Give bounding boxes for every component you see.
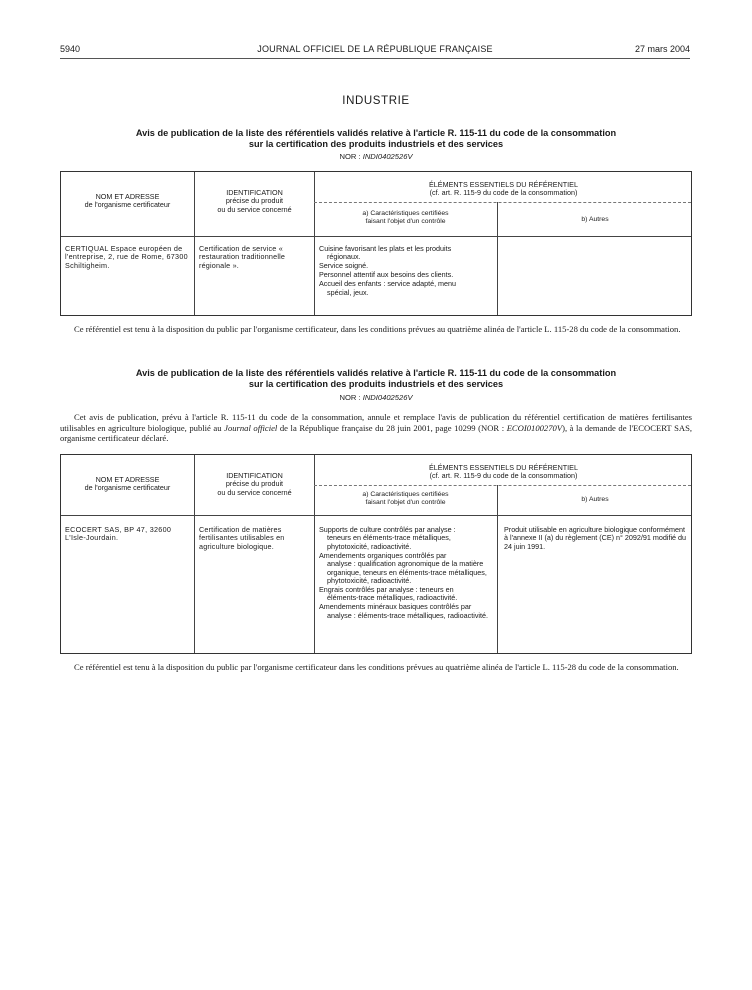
header-text: ÉLÉMENTS ESSENTIELS DU RÉFÉRENTIEL (429, 180, 578, 189)
avis-1-table (60, 171, 692, 316)
header-text: IDENTIFICATION (226, 188, 283, 197)
table-rule (194, 455, 195, 653)
avis-2-table (60, 454, 692, 654)
list-item (319, 552, 494, 586)
avis-2-nor (0, 393, 752, 402)
item-text: analyse : éléments-trace métalliques, radioactivité. (327, 610, 488, 620)
header-text: IDENTIFICATION (226, 471, 283, 480)
list-item (319, 603, 494, 620)
header-text: ÉLÉMENTS ESSENTIELS DU RÉFÉRENTIEL (429, 463, 578, 472)
header-text: de l'organisme certificateur (84, 200, 171, 210)
publication-date: 27 mars 2004 (634, 44, 690, 54)
intro-nor: ECOI0100270V (506, 422, 563, 433)
item-text: teneurs en éléments-trace métalliques, phytotoxicité, radioactivité. (327, 533, 451, 551)
page-number: 5940 (60, 44, 81, 54)
caracteristiques-cell (319, 526, 494, 620)
footnote-text: Ce référentiel est tenu à la disposition du public par l'organisme certificateur dans les conditions prévues au quatrième alinéa de l'article L. 115-28 du code de la consommation. (74, 662, 679, 672)
avis-1-nor-label: NOR : (339, 152, 361, 161)
avis-2-title (60, 368, 692, 389)
header-text: a) Caractéristiques certifiées (362, 210, 449, 217)
item-text: Cuisine favorisant les plats et les produits (319, 244, 452, 253)
table-rule (497, 485, 498, 653)
header-text: (cf. art. R. 115-9 du code de la consommation) (429, 471, 578, 481)
table-rule (497, 202, 498, 315)
table-rule (194, 172, 195, 315)
table-rule (314, 172, 315, 315)
table-rule (61, 515, 691, 516)
header-text: a) Caractéristiques certifiées (362, 491, 449, 498)
avis-2-nor-label: NOR : (339, 393, 361, 402)
header-text: (cf. art. R. 115-9 du code de la consommation) (429, 188, 578, 198)
caracteristiques-cell (319, 245, 494, 297)
header-text: NOM ET ADRESSE (95, 192, 160, 201)
autres-cell: Produit utilisable en agriculture biologique conformément à l'annexe II (a) du règlement (CE) n° 2092/91 modifié du 24 juin 1991. (504, 525, 687, 551)
header-cell-nom (65, 193, 190, 210)
table-rule (314, 202, 691, 203)
produit-cell: Certification de matières fertilisantes utilisables en agriculture biologique. (199, 525, 285, 551)
header-cell-elements (316, 181, 691, 198)
header-cell-nom (65, 476, 190, 493)
avis-1-nor (0, 152, 752, 161)
item-text: Personnel attentif aux besoins des clients. (319, 270, 454, 280)
item-text: éléments-trace métalliques, radioactivité. (327, 593, 458, 603)
footnote-text: Ce référentiel est tenu à la disposition du public par l'organisme certificateur, dans les conditions prévues au quatrième alinéa de l'article L. 115-28 du code de la consommation. (74, 324, 681, 334)
item-text: analyse : qualification agronomique de la matière organique, teneurs en éléments-trace métalliques, phytotoxicité, radioactivité. (327, 559, 487, 585)
item-text: Accueil des enfants : service adapté, menu (319, 279, 457, 289)
header-text: précise du produit (225, 479, 284, 489)
header-cell-caracteristiques (316, 210, 495, 227)
avis-1-title-line-1: Avis de publication de la liste des référentiels validés relative à l'article R. 115-11 du code de la consommation (135, 128, 617, 138)
header-cell-elements (316, 464, 691, 481)
item-text: spécial, jeux. (327, 287, 369, 297)
header-cell-caracteristiques (316, 491, 495, 508)
header-text: précise du produit (225, 196, 284, 206)
produit-cell: Certification de service « restauration traditionnelle régionale ». (199, 244, 286, 270)
intro-journal: Journal officiel (224, 422, 278, 433)
header-text: NOM ET ADRESSE (95, 475, 160, 484)
header-cell-autres (499, 496, 691, 504)
header-text: b) Autres (581, 216, 609, 223)
avis-1-title-line-2: sur la certification des produits industriels et des services (248, 138, 504, 149)
page-header (60, 44, 690, 58)
organisme-cell: ECOCERT SAS, BP 47, 32600 L'Isle-Jourdain. (65, 525, 172, 543)
header-text: faisant l'objet d'un contrôle (365, 218, 446, 226)
table-rule (61, 236, 691, 237)
header-text: b) Autres (581, 496, 609, 503)
item-text: Engrais contrôlés par analyse : teneurs en (319, 584, 454, 594)
header-cell-identification (197, 189, 312, 214)
item-text: régionaux. (327, 252, 361, 262)
header-rule (60, 58, 690, 59)
header-cell-autres (499, 216, 691, 224)
avis-2-nor-code: INDI0402526V (362, 393, 413, 402)
organisme-cell: CERTIQUAL Espace européen de l'entreprise, 2, rue de Rome, 67300 Schiltigheim. (65, 244, 188, 270)
item-text: Amendements minéraux basiques contrôlés par (319, 602, 472, 612)
intro-text: ), à la demande de l'ECOCERT SAS, organisme certificateur déclaré. (60, 422, 692, 443)
avis-2-title-line-2: sur la certification des produits industriels et des services (248, 378, 504, 389)
section-title: INDUSTRIE (342, 95, 410, 107)
item-text: Service soigné. (319, 261, 369, 271)
item-text: Amendements organiques contrôlés par (319, 550, 447, 560)
header-cell-identification (197, 472, 312, 497)
avis-2-title-line-1: Avis de publication de la liste des référentiels validés relative à l'article R. 115-11 du code de la consommation (135, 368, 617, 378)
table-rule (314, 485, 691, 486)
header-text: de l'organisme certificateur (84, 483, 171, 493)
intro-text: Cet avis de publication, prévu à l'article R. 115-11 du code de la consommation, annule et remplace l'avis de publication du référentiel certification de matières fertilisantes utilisables en agriculture biologique, publié au (60, 412, 692, 433)
avis-1-footnote (60, 324, 692, 335)
header-text: faisant l'objet d'un contrôle (365, 499, 446, 507)
avis-2-intro (60, 412, 692, 444)
journal-title: JOURNAL OFFICIEL DE LA RÉPUBLIQUE FRANÇAISE (257, 44, 493, 54)
header-text: ou du service concerné (217, 487, 292, 497)
list-item (319, 280, 494, 297)
item-text: Supports de culture contrôlés par analyse : (319, 525, 456, 534)
header-text: ou du service concerné (217, 204, 292, 214)
avis-1-title (60, 128, 692, 149)
intro-text: de la République française du 28 juin 2001, page 10299 (NOR : (277, 422, 507, 433)
avis-2-footnote (60, 662, 692, 673)
list-item (319, 245, 494, 262)
list-item (319, 586, 494, 603)
avis-1-nor-code: INDI0402526V (362, 152, 413, 161)
list-item (319, 526, 494, 551)
